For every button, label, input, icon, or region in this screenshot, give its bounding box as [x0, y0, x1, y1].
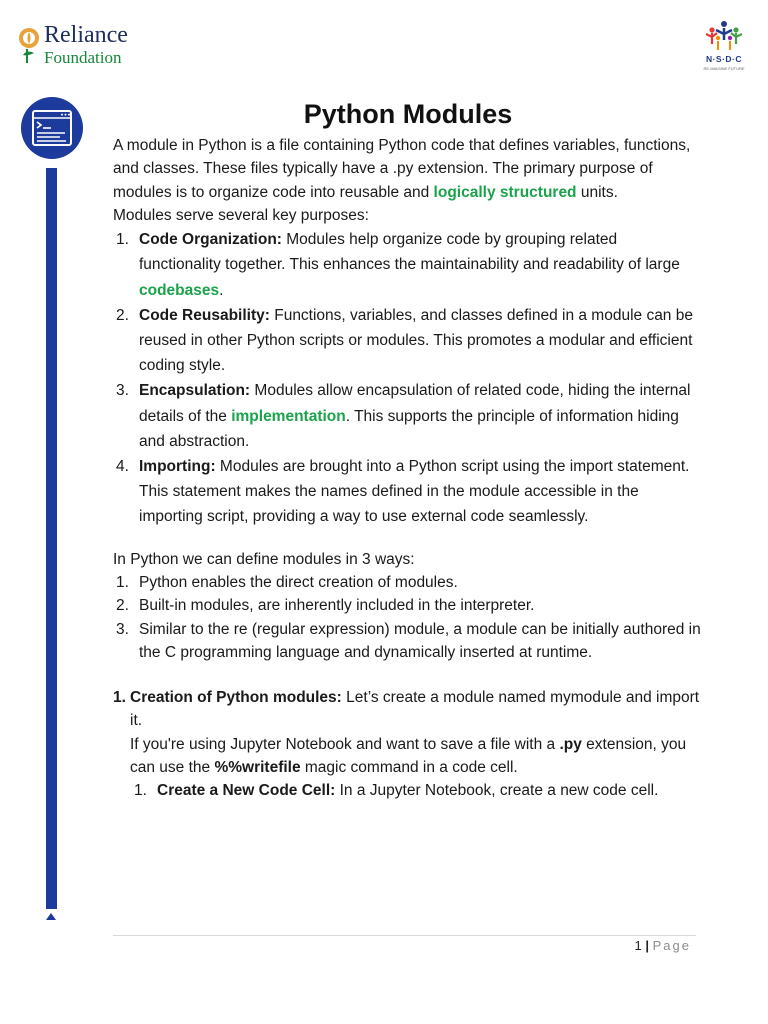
item-term: Encapsulation:	[139, 382, 251, 400]
logo-subtitle: Foundation	[44, 48, 122, 67]
item-term: Code Organization:	[139, 231, 282, 249]
nsdc-text: N·S·D·C	[705, 54, 743, 64]
item-number: 1.	[134, 782, 147, 800]
document-body	[113, 96, 703, 803]
list-item	[113, 618, 703, 665]
reliance-mark-icon	[18, 25, 40, 65]
page-title: Python Modules	[303, 99, 513, 129]
page-label: Page	[652, 938, 691, 953]
purposes-intro: Modules serve several key purposes:	[113, 206, 369, 224]
section-creation	[113, 686, 703, 802]
list-item	[113, 571, 703, 594]
item-term: Importing:	[139, 458, 216, 476]
list-item	[113, 227, 703, 303]
item-number: 2.	[116, 306, 129, 324]
section-text: magic command in a code cell.	[300, 759, 518, 776]
item-number: 1.	[116, 573, 129, 591]
item-text: Modules are brought into a Python script using the import statement. This statement makes the names defined in the module accessible in the importing script, providing a way to use external code seamlessly.	[139, 458, 690, 526]
item-text: Built-in modules, are inherently included in the interpreter.	[139, 597, 535, 615]
section-text: Let’s create a module named mymodule and import it.	[130, 689, 700, 730]
side-arrow-icon	[46, 913, 56, 920]
section-text: extension, you can use the	[130, 735, 687, 776]
page-footer	[560, 938, 691, 953]
section-text: If you're using Jupyter Notebook and want to save a file with a	[130, 735, 560, 753]
item-text-end: . This supports the principle of information hiding and abstraction.	[139, 407, 679, 450]
intro-text: A module in Python is a file containing Python code that defines variables, functions, and classes. These files typically have a .py extension. The primary purpose of modules is to organize code into reusable and	[113, 137, 691, 201]
logo-title: Reliance	[44, 22, 128, 48]
item-number: 2.	[116, 597, 129, 615]
item-highlight: implementation	[231, 407, 346, 425]
item-highlight: codebases	[139, 281, 220, 299]
item-term: Code Reusability:	[139, 306, 270, 324]
footer-divider	[113, 935, 696, 936]
item-text: Modules help organize code by grouping related functionality together. This enhances the maintainability and readability of large	[139, 231, 680, 274]
section-heading-paragraph	[130, 686, 703, 733]
list-item	[113, 303, 703, 379]
people-icon	[704, 20, 744, 52]
item-text: Similar to the re (regular expression) module, a module can be initially authored in the C programming language and dynamically inserted at runtime.	[139, 620, 701, 661]
sub-list-item	[130, 779, 703, 802]
code-window-icon	[32, 110, 72, 146]
intro-paragraph	[113, 134, 703, 204]
ways-list	[113, 571, 703, 664]
reliance-foundation-logo	[18, 22, 148, 70]
side-badge	[21, 97, 83, 159]
item-number: 3.	[116, 382, 129, 400]
item-number: 4.	[116, 458, 129, 476]
ways-intro: In Python we can define modules in 3 ways:	[113, 550, 415, 568]
list-item	[113, 454, 703, 530]
section-bold: .py	[559, 735, 582, 753]
item-text: Functions, variables, and classes defined in a module can be reused in other Python scripts or modules. This promotes a modular and efficient coding style.	[139, 306, 693, 375]
page-number: 1	[634, 938, 642, 953]
section-number: 1.	[113, 689, 126, 707]
intro-highlight: logically structured	[433, 183, 577, 201]
item-text: In a Jupyter Notebook, create a new code cell.	[335, 782, 659, 800]
item-text: Python enables the direct creation of modules.	[139, 573, 458, 591]
list-item	[113, 594, 703, 617]
item-text-end: .	[219, 281, 224, 299]
side-bar	[46, 168, 57, 909]
item-number: 1.	[116, 231, 129, 249]
item-term: Create a New Code Cell:	[157, 782, 336, 800]
list-item	[113, 378, 703, 454]
section-bold: %%writefile	[214, 759, 301, 776]
item-text: Modules allow encapsulation of related code, hiding the internal details of the	[139, 382, 691, 425]
footer-separator: |	[645, 938, 649, 953]
intro-text-end: units.	[576, 183, 618, 201]
section-paragraph	[130, 733, 703, 780]
section-title: Creation of Python modules:	[130, 689, 342, 707]
item-number: 3.	[116, 620, 129, 638]
purposes-list	[113, 227, 703, 529]
nsdc-logo	[696, 20, 752, 76]
nsdc-tagline: RE-IMAGINE FUTURE	[703, 66, 745, 71]
